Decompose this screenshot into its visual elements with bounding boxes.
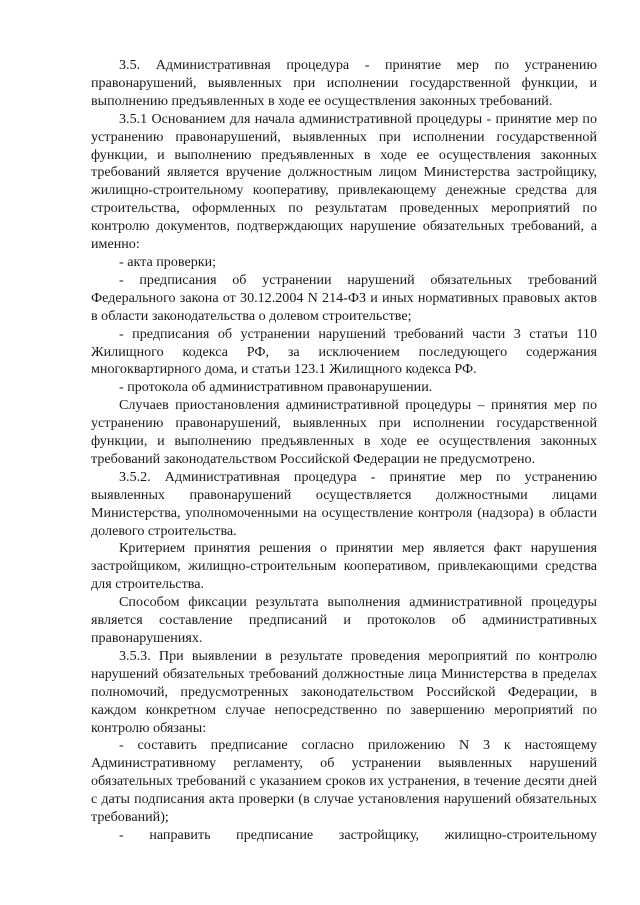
paragraph-3-5-1: 3.5.1 Основанием для начала административной процедуры - принятие мер по устранению правонарушений, выявленных при исполнении государственной функции, и выполнению предъявленных в ходе ее осуществления законных требований является вручение должностным лицом Министерства застройщику, жилищно-строительному кооперативу, привлекающему денежные средства для строительства, оформленных по результатам проведенных мероприятий по контролю документов, подтверждающих нарушение обязательных требований, а именно: [91,110,597,253]
paragraph-3-5-3: 3.5.3. При выявлении в результате проведения мероприятий по контролю нарушений обязательных требований должностные лица Министерства в пределах полномочий, предусмотренных законодательством Российской Федерации, в каждом конкретном случае непосредственно по завершению мероприятий по контролю обязаны: [91,647,597,736]
list-item-order-214fz: - предписания об устранении нарушений обязательных требований Федерального закона от 30.12.2004 N 214-ФЗ и иных нормативных правовых актов в области законодательства о долевом строительстве; [91,271,597,324]
list-item-send-order: - направить предписание застройщику, жилищно-строительному [119,826,597,843]
list-item-protocol: - протокола об административном правонарушении. [119,379,433,396]
section-3-5-heading: 3.5. Административная процедура - принятие мер по устранению правонарушений, выявленных при исполнении государственной функции, и выполнению предъявленных в ходе ее осуществления законных требований. [91,57,597,109]
paragraph-decision-criterion: Критерием принятия решения о принятии мер является факт нарушения застройщиком, жилищно-строительным кооперативом, привлекающими средства для строительства. [91,540,597,593]
list-item-order-housing-code: - предписания об устранении нарушений требований части 3 статьи 110 Жилищного кодекса РФ, за исключением последующего содержания многоквартирного дома, и статьи 123.1 Жилищного кодекса РФ. [91,325,597,378]
list-item-inspection-act: - акта проверки; [119,253,217,270]
paragraph-suspension: Случаев приостановления административной процедуры – принятия мер по устранению правонарушений, выявленных при исполнении государственной функции, и выполнению предъявленных в ходе ее осуществления законных требований законодательством Российской Федерации не предусмотрено. [91,397,597,467]
document-page [91,57,597,845]
paragraph-recording-method: Способом фиксации результата выполнения административной процедуры является составление предписаний и протоколов об административных правонарушениях. [91,594,597,646]
paragraph-3-5-2: 3.5.2. Административная процедура - принятие мер по устранению выявленных правонарушений осуществляется должностными лицами Министерства, уполномоченными на осуществление контроля (надзора) в области долевого строительства. [91,468,597,539]
list-item-draw-up-order: - составить предписание согласно приложению N 3 к настоящему Административному регламенту, об устранении выявленных нарушений обязательных требований с указанием сроков их устранения, в течение десяти дней с даты подписания акта проверки (в случае установления нарушений обязательных требований); [91,737,597,826]
